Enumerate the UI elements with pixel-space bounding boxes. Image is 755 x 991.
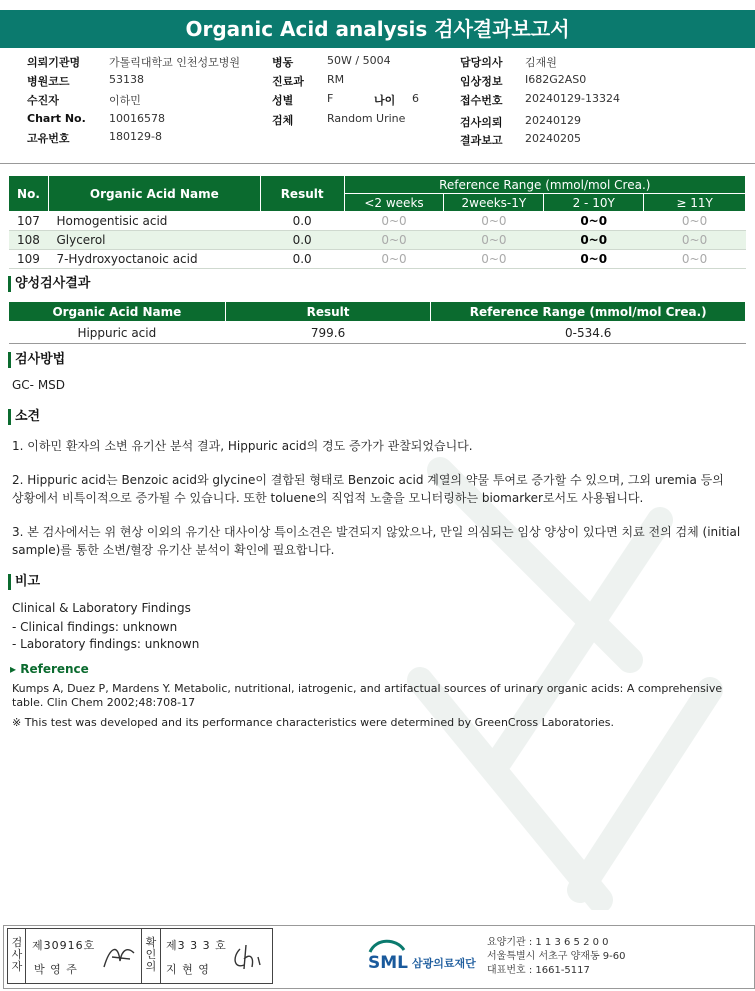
row-name: Homogentisic acid	[48, 212, 260, 231]
row-ref-4: 0~0	[644, 250, 746, 269]
institution-label: 의뢰기관명	[27, 56, 81, 69]
row-no: 107	[9, 212, 49, 231]
confirmer-label: 확인의	[145, 936, 157, 973]
hospital-code-label: 병원코드	[27, 75, 70, 88]
inspector-signature	[100, 939, 140, 973]
row-ref-4: 0~0	[644, 212, 746, 231]
reception-value: 20240129-13324	[525, 92, 620, 105]
row-ref-2: 0~0	[444, 212, 544, 231]
patient-label: 수진자	[27, 94, 59, 107]
organic-acid-table	[8, 175, 746, 269]
positive-name: Hippuric acid	[9, 322, 226, 344]
dept-label: 진료과	[272, 75, 304, 88]
patient-info	[0, 54, 755, 154]
row-ref-1: 0~0	[344, 231, 444, 250]
institution-value: 가톨릭대학교 인천성모병원	[109, 56, 241, 69]
positive-ref: 0-534.6	[431, 322, 746, 344]
reference-note: ※ This test was developed and its performance characteristics were determined by GreenCross Laboratories.	[12, 716, 615, 729]
org-info	[487, 936, 626, 978]
row-name: 7-Hydroxyoctanoic acid	[48, 250, 260, 269]
opinion-p1: 1. 이하민 환자의 소변 유기산 분석 결과, Hippuric acid의 경도 증가가 관찰되었습니다.	[12, 439, 473, 453]
sex-label: 성별	[272, 94, 294, 107]
row-no: 109	[9, 250, 49, 269]
col-name: Organic Acid Name	[48, 176, 260, 212]
row-result: 0.0	[260, 231, 344, 250]
age-label: 나이	[374, 94, 396, 107]
ward-label: 병동	[272, 56, 294, 69]
remark-heading: 비고	[8, 574, 40, 590]
opinion-p3b: sample)를 통한 소변/혈장 유기산 분석이 확인에 필요합니다.	[12, 543, 335, 557]
col-ref-2: 2weeks-1Y	[444, 194, 544, 212]
positive-col-name: Organic Acid Name	[9, 302, 226, 322]
col-ref: Reference Range (mmol/mol Crea.)	[344, 176, 745, 194]
report-title: Organic Acid analysis 검사결과보고서	[0, 10, 755, 48]
inspector-label: 검사자	[11, 936, 23, 973]
divider	[141, 929, 142, 983]
row-ref-3: 0~0	[544, 250, 644, 269]
positive-result: 799.6	[225, 322, 431, 344]
phone: 대표번호 : 1661-5117	[487, 965, 590, 976]
unique-value: 180129-8	[109, 130, 162, 143]
row-ref-2: 0~0	[444, 250, 544, 269]
reception-label: 접수번호	[460, 94, 503, 107]
remark-l1: Clinical & Laboratory Findings	[12, 601, 191, 615]
table-row	[9, 231, 746, 250]
patient-value: 이하민	[109, 94, 141, 107]
confirmer-signature	[230, 939, 268, 973]
inspector-no: 제30916호	[32, 939, 96, 952]
col-ref-1: <2 weeks	[344, 194, 444, 212]
table-row	[9, 250, 746, 269]
signature-box	[7, 928, 273, 984]
hospital-code-value: 53138	[109, 73, 144, 86]
ward-value: 50W / 5004	[327, 54, 391, 67]
row-result: 0.0	[260, 250, 344, 269]
positive-table	[8, 301, 746, 344]
doctor-label: 담당의사	[460, 56, 503, 69]
row-ref-3: 0~0	[544, 231, 644, 250]
request-value: 20240129	[525, 114, 581, 127]
method-heading: 검사방법	[8, 352, 65, 368]
address: 서울특별시 서초구 양재동 9-60	[487, 951, 626, 962]
dept-value: RM	[327, 73, 345, 86]
col-ref-4: ≥ 11Y	[644, 194, 746, 212]
row-ref-4: 0~0	[644, 231, 746, 250]
row-ref-2: 0~0	[444, 231, 544, 250]
reference-l1: Kumps A, Duez P, Mardens Y. Metabolic, nutritional, iatrogenic, and artifactual sources of urinary organic acids: A comprehensive	[12, 682, 723, 695]
report-date-label: 결과보고	[460, 134, 503, 147]
row-ref-1: 0~0	[344, 250, 444, 269]
row-result: 0.0	[260, 212, 344, 231]
positive-col-result: Result	[225, 302, 431, 322]
request-label: 검사의뢰	[460, 116, 503, 129]
confirmer-no: 제3 3 3 호	[166, 939, 227, 952]
logo-text: SML	[368, 953, 408, 973]
reference-heading-row	[10, 662, 89, 676]
care-code: 요양기관 : 1 1 3 6 5 2 0 0	[487, 937, 609, 948]
col-ref-3: 2 - 10Y	[544, 194, 644, 212]
divider	[25, 929, 26, 983]
footer	[3, 925, 755, 989]
positive-heading: 양성검사결과	[8, 276, 90, 292]
positive-col-ref: Reference Range (mmol/mol Crea.)	[431, 302, 746, 322]
opinion-heading: 소견	[8, 409, 40, 425]
report-date-value: 20240205	[525, 132, 581, 145]
confirmer-name: 지 현 영	[166, 963, 210, 976]
table-row	[9, 212, 746, 231]
age-value: 6	[412, 92, 419, 105]
opinion-p3a: 3. 본 검사에서는 위 현상 이외의 유기산 대사이상 특이소견은 발견되지 않았으나, 만일 의심되는 임상 양상이 있다면 치료 전의 검체 (initial	[12, 525, 741, 539]
row-ref-3: 0~0	[544, 212, 644, 231]
chart-value: 10016578	[109, 112, 165, 125]
divider	[160, 929, 161, 983]
remark-l2: - Clinical findings: unknown	[12, 620, 178, 634]
doctor-value: 김재원	[525, 56, 557, 69]
org-name: 삼광의료재단	[412, 957, 476, 970]
reference-l2: table. Clin Chem 2002;48:708-17	[12, 696, 196, 709]
reference-heading: Reference	[20, 662, 89, 676]
col-no: No.	[9, 176, 49, 212]
triangle-icon: ▸	[10, 662, 17, 676]
col-result: Result	[260, 176, 344, 212]
sex-value: F	[327, 92, 334, 105]
sml-logo	[366, 936, 484, 980]
specimen-label: 검체	[272, 114, 294, 127]
specimen-value: Random Urine	[327, 112, 406, 125]
opinion-p2b: 상황에서 비특이적으로 증가될 수 있습니다. 또한 toluene의 직업적 노출을 모니터링하는 biomarker로서도 사용됩니다.	[12, 491, 644, 505]
remark-l3: - Laboratory findings: unknown	[12, 637, 200, 651]
row-no: 108	[9, 231, 49, 250]
row-ref-1: 0~0	[344, 212, 444, 231]
inspector-name: 박 영 주	[34, 963, 78, 976]
clinical-value: I682G2AS0	[525, 73, 587, 86]
chart-label: Chart No.	[27, 112, 86, 125]
clinical-label: 임상정보	[460, 75, 503, 88]
method-text: GC- MSD	[12, 378, 66, 392]
row-name: Glycerol	[48, 231, 260, 250]
divider	[0, 163, 755, 164]
table-row	[9, 322, 746, 344]
unique-label: 고유번호	[27, 132, 70, 145]
opinion-p2a: 2. Hippuric acid는 Benzoic acid와 glycine이 결합된 형태로 Benzoic acid 계열의 약물 투여로 증가할 수 있으며, 그외 uremia 등의	[12, 473, 724, 487]
